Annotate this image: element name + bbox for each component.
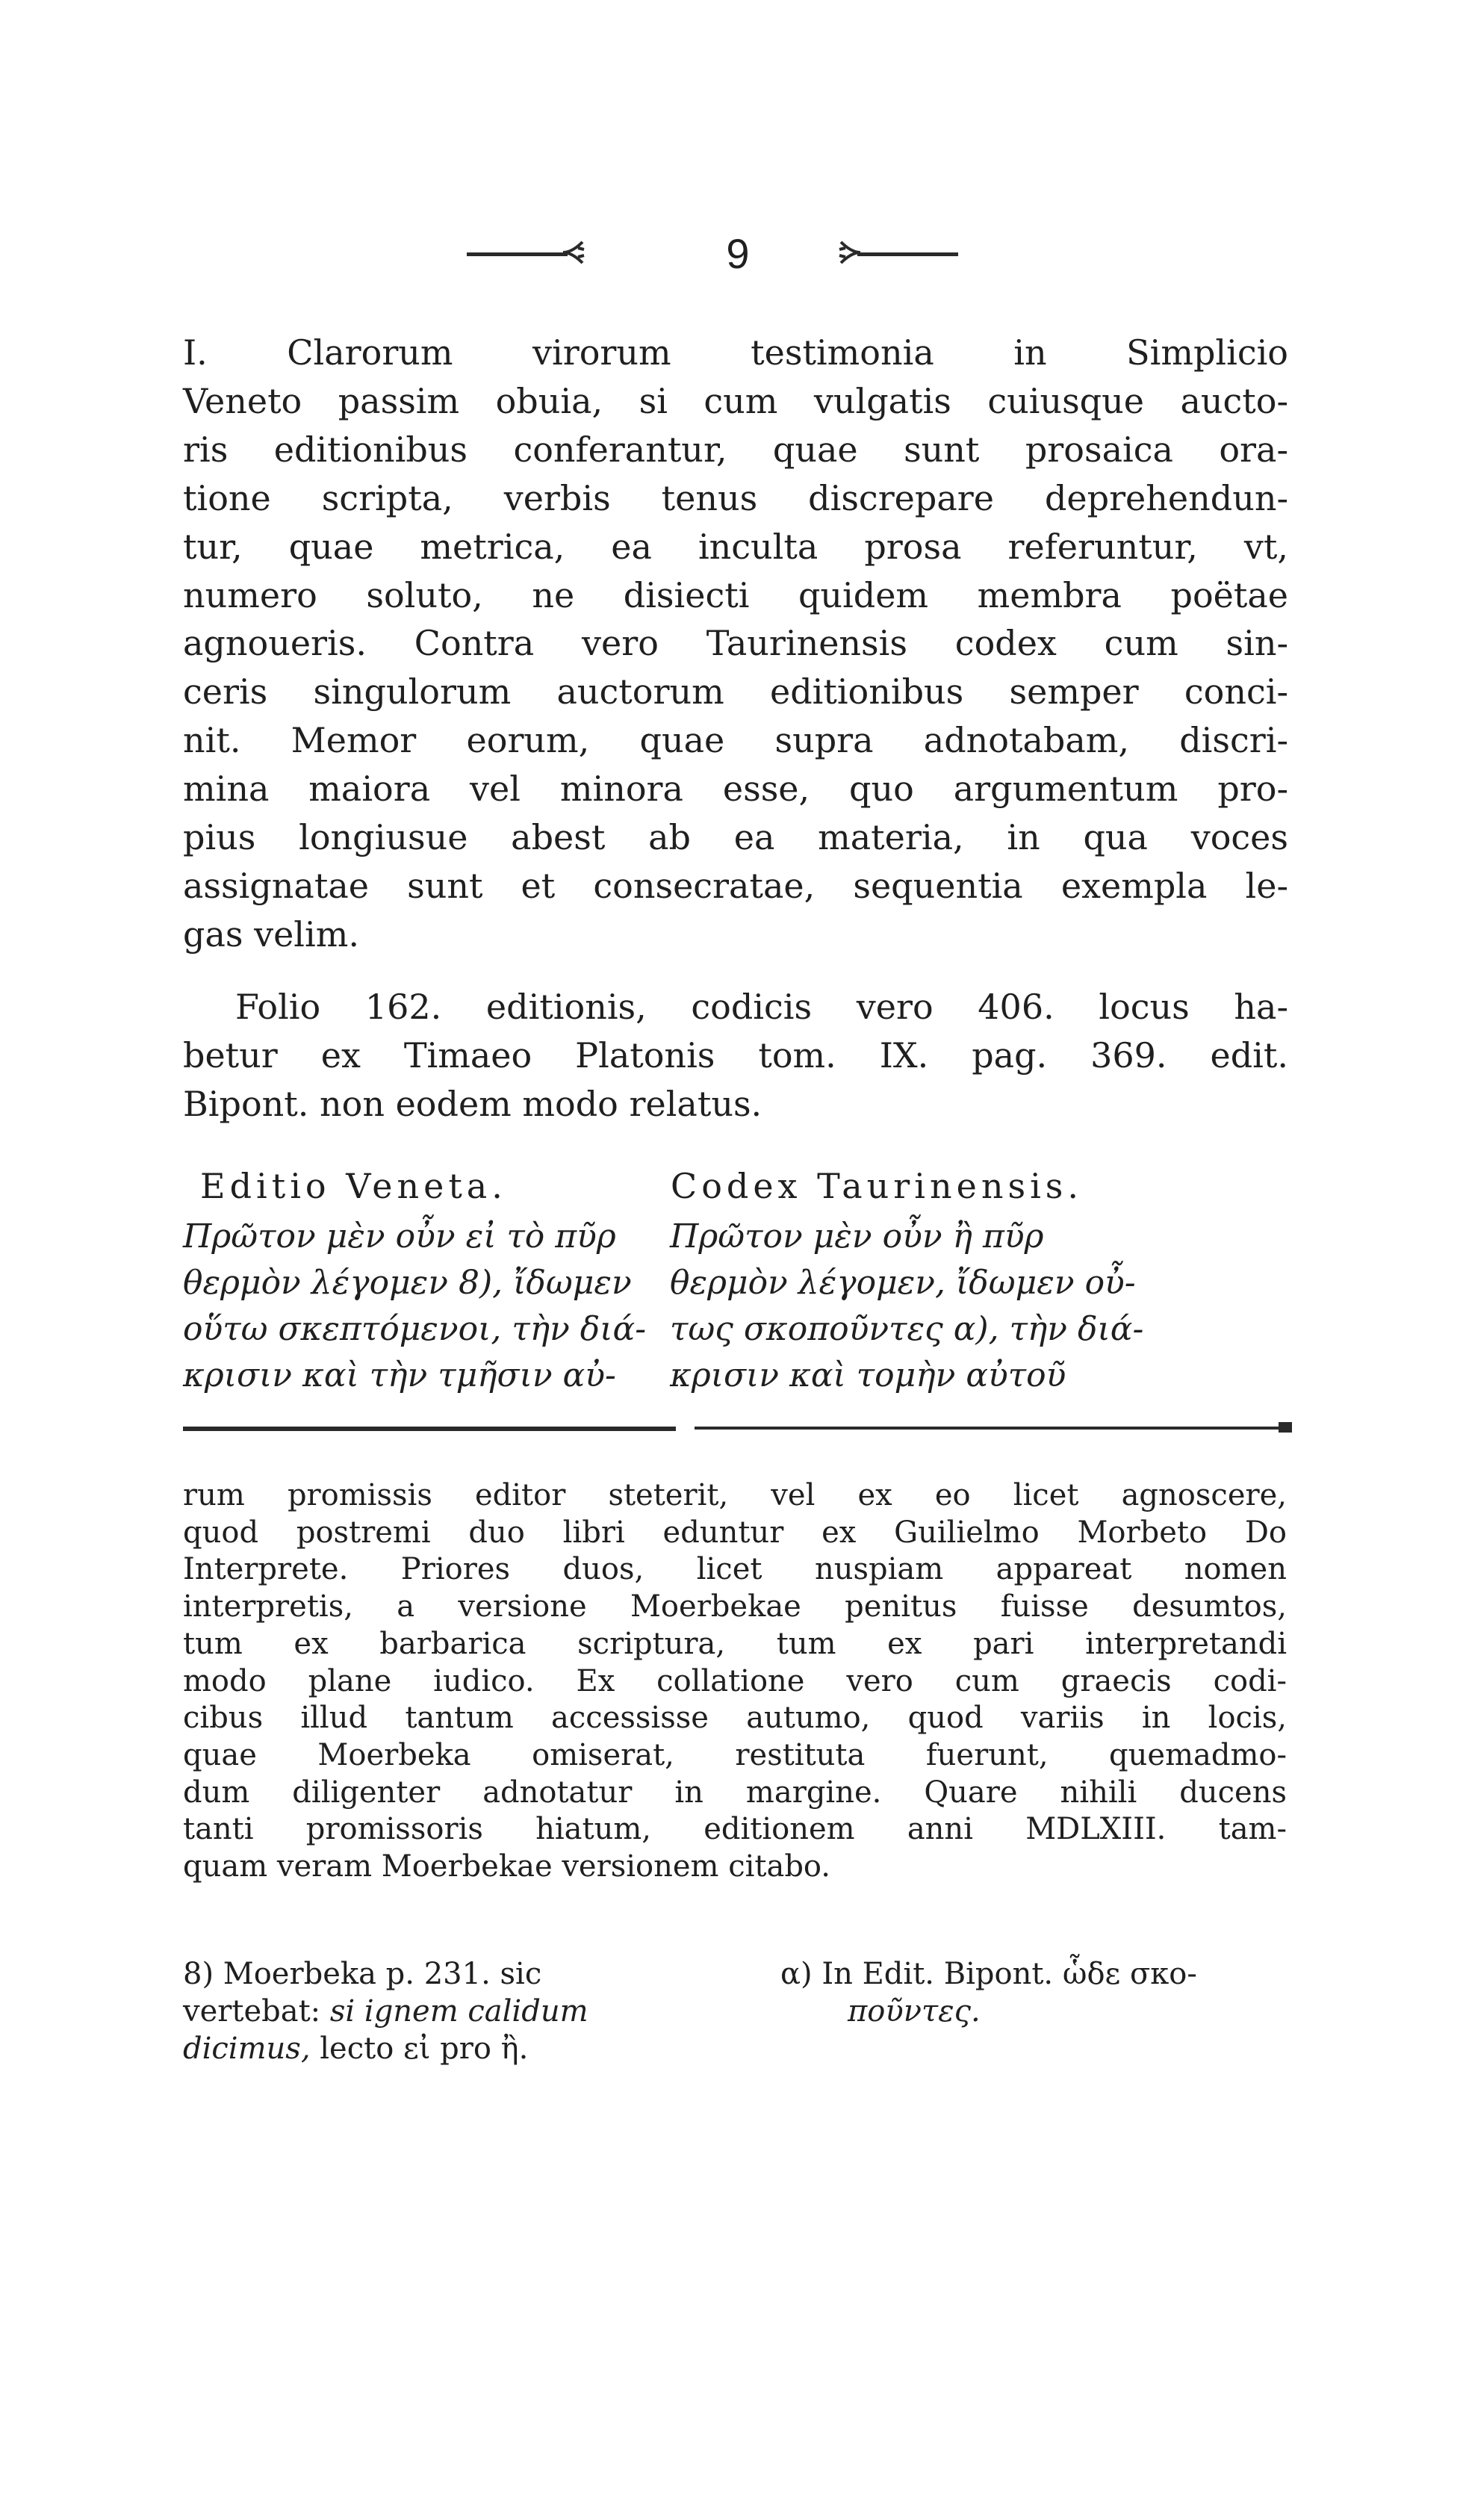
- footnote-divider-left: [183, 1427, 676, 1431]
- footnote-alpha: [780, 1955, 1288, 2030]
- footnote-line: ποῦντες.: [848, 1994, 981, 2029]
- header-ornament-left: [467, 252, 568, 256]
- note-line: Interprete. Priores duos, licet nuspiam appareat nomen: [183, 1552, 1287, 1587]
- note-line: quod postremi duo libri eduntur ex Guilielmo Morbeto Do: [183, 1515, 1287, 1550]
- footnote-quote: si ignem calidum: [329, 1994, 588, 2029]
- note-line: interpretis, a versione Moerbekae penitus fuisse desumtos,: [183, 1589, 1287, 1624]
- note-line: tum ex barbarica scriptura, tum ex pari interpretandi: [183, 1626, 1287, 1661]
- text-line: Veneto passim obuia, si cum vulgatis cuiusque aucto-: [183, 380, 1288, 421]
- paragraph-folio: [183, 983, 1288, 1129]
- footnote-line: [183, 1993, 676, 2030]
- text-line: nit. Memor eorum, quae supra adnotabam, discri-: [183, 720, 1288, 761]
- text-line: I. Clarorum virorum testimonia in Simplicio: [183, 332, 1288, 373]
- page-number: 9: [726, 230, 750, 277]
- note-line: rum promissis editor steterit, vel ex eo licet agnoscere,: [183, 1478, 1287, 1512]
- text-line: betur ex Timaeo Platonis tom. IX. pag. 369. edit.: [183, 1034, 1288, 1076]
- paragraph-testimonia: [183, 329, 1288, 959]
- text-line: agnoueris. Contra vero Taurinensis codex cum sin-: [183, 623, 1288, 664]
- greek-line: θερμὸν λέγομεν 8), ἴδωμεν: [183, 1264, 632, 1302]
- text-line: assignatae sunt et consecratae, sequentia exempla le-: [183, 865, 1288, 906]
- greek-line: Πρῶτον μὲν οὖν ἢ πῦρ: [670, 1217, 1044, 1256]
- text-line: pius longiusue abest ab ea materia, in qua voces: [183, 817, 1288, 858]
- greek-text-taurinensis: [670, 1214, 1286, 1399]
- text-line: mina maiora vel minora esse, quo argumentum pro-: [183, 769, 1288, 810]
- greek-line: θερμὸν λέγομεν, ἴδωμεν οὖ-: [670, 1264, 1136, 1302]
- footnote-line: α) In Edit. Bipont. ὧδε σκο-: [780, 1957, 1197, 1991]
- note-line: tanti promissoris hiatum, editionem anni MDLXIII. tam-: [183, 1812, 1287, 1847]
- text-line: tione scripta, verbis tenus discrepare deprehendun-: [183, 477, 1288, 518]
- greek-line: κρισιν καὶ τομὴν αὐτοῦ: [670, 1356, 1066, 1394]
- footnote-8: [183, 1955, 676, 2067]
- text-line: Bipont. non eodem modo relatus.: [183, 1083, 762, 1124]
- footnote-quote: dicimus,: [183, 2032, 311, 2066]
- note-line: quae Moerbeka omiserat, restituta fuerunt, quemadmo-: [183, 1737, 1287, 1772]
- footnote-text: lecto εἰ pro ἢ.: [310, 2032, 529, 2066]
- greek-line: οὕτω σκεπτόμενοι, τὴν διά-: [183, 1310, 647, 1348]
- greek-line: κρισιν καὶ τὴν τμῆσιν αὐ-: [183, 1356, 616, 1394]
- page-header: [0, 224, 1463, 291]
- note-line: modo plane iudico. Ex collatione vero cum graecis codi-: [183, 1663, 1287, 1698]
- greek-line: τως σκοποῦντες α), τὴν διά-: [670, 1310, 1144, 1348]
- greek-text-veneta: [183, 1214, 646, 1399]
- text-line: gas velim.: [183, 913, 359, 955]
- column-heading-editio-veneta: Editio Veneta.: [200, 1166, 507, 1206]
- divider-end-mark: [1279, 1422, 1292, 1433]
- text-line: ris editionibus conferantur, quae sunt prosaica ora-: [183, 429, 1288, 470]
- text-line: numero soluto, ne disiecti quidem membra poëtae: [183, 574, 1288, 615]
- footnote-line: 8) Moerbeka p. 231. sic: [183, 1957, 542, 1991]
- footnote-divider-right: [695, 1427, 1288, 1430]
- greek-line: Πρῶτον μὲν οὖν εἰ τὸ πῦρ: [183, 1217, 616, 1256]
- text-line: tur, quae metrica, ea inculta prosa referuntur, vt,: [183, 526, 1288, 567]
- ornament-curl-icon: [562, 239, 585, 266]
- footnote-text: vertebat:: [183, 1994, 330, 2029]
- text-line: Folio 162. editionis, codicis vero 406. locus ha-: [235, 987, 1288, 1027]
- note-line: quam veram Moerbekae versionem citabo.: [183, 1849, 831, 1884]
- column-heading-codex-taurinensis: Codex Taurinensis.: [671, 1166, 1084, 1206]
- footnote-line: [183, 2030, 676, 2067]
- text-line: ceris singulorum auctorum editionibus semper conci-: [183, 671, 1288, 713]
- note-line: dum diligenter adnotatur in margine. Quare nihili ducens: [183, 1775, 1287, 1810]
- note-line: cibus illud tantum accessisse autumo, quod variis in locis,: [183, 1701, 1287, 1736]
- continued-footnote: [183, 1477, 1287, 1886]
- header-ornament-right: [857, 252, 958, 256]
